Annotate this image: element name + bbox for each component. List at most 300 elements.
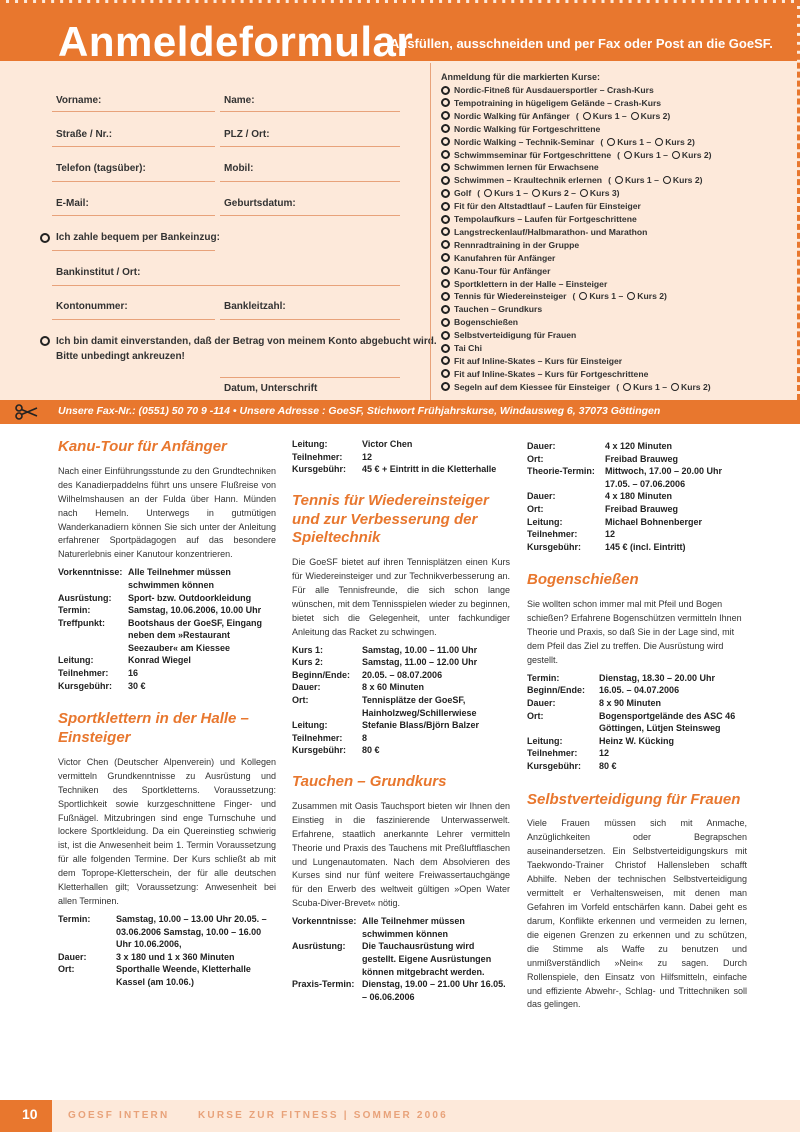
course-radio[interactable]	[441, 369, 450, 378]
telefon-label: Telefon (tagsüber):	[56, 163, 146, 174]
info-label: Dauer:	[527, 441, 556, 451]
course-sub-prefix: (	[616, 381, 620, 392]
info-label: Treffpunkt:	[58, 617, 105, 628]
info-value: 8 x 60 Minuten	[362, 682, 425, 693]
info-row	[527, 440, 747, 453]
info-row	[292, 940, 510, 978]
info-label: Dauer:	[527, 697, 556, 708]
course-sub-radio[interactable]	[615, 176, 623, 184]
course-sub-label: Kurs 1 –	[589, 291, 624, 302]
column-3	[527, 436, 747, 1012]
info-row	[292, 656, 510, 669]
info-value: 80 €	[599, 760, 617, 771]
info-label: Beginn/Ende:	[292, 669, 350, 680]
course-option[interactable]	[441, 124, 600, 134]
course-label: Nordic Walking – Technik-Seminar	[454, 136, 595, 147]
course-option[interactable]	[441, 214, 637, 224]
course-sub-option[interactable]	[655, 137, 695, 147]
info-label: Kursgebühr:	[527, 760, 581, 771]
course-sub-radio[interactable]	[672, 151, 680, 159]
bankleitzahl-field[interactable]	[220, 319, 400, 320]
mobil-field[interactable]	[220, 181, 400, 182]
course-sub-label: Kurs 1 –	[592, 110, 627, 121]
info-label: Teilnehmer:	[292, 451, 343, 462]
course-sub-radio[interactable]	[580, 189, 588, 197]
email-field[interactable]	[52, 215, 215, 216]
info-value: 4 x 180 Minuten	[605, 491, 673, 502]
course-label: Tennis für Wiedereinsteiger	[454, 291, 567, 302]
info-row	[527, 503, 747, 516]
course-label: Schwimmen – Kraultechnik erlernen	[454, 175, 603, 186]
info-row	[527, 684, 747, 697]
course-radio[interactable]	[441, 305, 450, 314]
course-sub-label: Kurs 2)	[672, 175, 703, 186]
info-label: Ort:	[527, 503, 544, 514]
info-row	[292, 644, 510, 657]
info-value: 8 x 90 Minuten	[599, 697, 662, 708]
course-sub-label: Kurs 1 –	[494, 188, 528, 199]
course-label: Golf	[454, 188, 472, 199]
info-row	[292, 915, 510, 940]
course-option[interactable]	[441, 201, 641, 211]
course-option[interactable]	[441, 227, 647, 237]
info-value: Heinz W. Kücking	[599, 735, 675, 746]
info-row	[58, 592, 276, 605]
course-option[interactable]	[441, 150, 712, 160]
unterschrift-field[interactable]	[220, 377, 400, 378]
bankeinzug-line	[52, 250, 215, 251]
kanu-text: Nach einer Einführungsstunde zu den Grundtechniken des Kanadierpaddelns führt uns unsere Flußreise von Wilhelmshausen an der Fulda über Hann. Münden nach Hemeln. Unterwegs in gutmütigen Wanderkanadiern können Sie sich unter der Anleitung erfahrener Sportpädagogen auf das besondere Naturerlebnis einer Kanutour konzentrieren.	[58, 465, 276, 560]
info-row	[527, 735, 747, 748]
info-value: Samstag, 11.00 – 12.00 Uhr	[362, 657, 478, 668]
info-value: 12	[599, 748, 610, 759]
info-row	[58, 680, 276, 693]
kontonummer-field[interactable]	[52, 319, 215, 320]
kontonummer-label: Kontonummer:	[56, 301, 128, 312]
course-radio[interactable]	[441, 279, 450, 288]
info-value: 30 €	[128, 680, 146, 691]
course-radio[interactable]	[441, 124, 450, 133]
course-label: Nordic Walking für Anfänger	[454, 110, 570, 121]
klettern-title: Sportklettern in der Halle – Einsteiger	[58, 710, 249, 746]
bankinstitut-field[interactable]	[52, 285, 400, 286]
course-sub-label: Kurs 1 –	[634, 149, 668, 160]
course-sub-option[interactable]	[672, 150, 712, 160]
info-label: Vorkenntnisse:	[58, 567, 123, 578]
selbst-title: Selbstverteidigung für Frauen	[527, 790, 741, 808]
datum-label: Datum, Unterschrift	[224, 383, 318, 394]
course-sub-prefix: (	[575, 110, 579, 121]
info-value: Sporthalle Weende, Kletterhalle Kassel (am 10.06.)	[116, 964, 251, 988]
course-radio[interactable]	[441, 137, 450, 146]
info-value: 16	[128, 668, 139, 679]
info-value: 12	[362, 451, 373, 462]
course-sub-option[interactable]	[631, 111, 671, 121]
klettern-text: Victor Chen (Deutscher Alpenverein) und Kollegen vermitteln Grundkenntnisse zu Ausrüstung und Techniken des Sportkletterns. Voraussetzung: Sportlichkeit sowie kurzgeschnittene Finger- und Fußnägel. Mitzubringen sind enge Turnschuhe und lockere Sportkleidung. Da ein Quereinstieg schwierig ist, ist die Anwesenheit beim 1. Termin Voraussetzung für alle folgenden Termine. Der Kurs schließt ab mit dem Toprope-Kletterschein, der für alle deutschen Kletterhallen gilt; Voraussetzung: Anwesenheit bei allen Terminen.	[58, 756, 276, 907]
course-label: Tempotraining in hügeligem Gelände – Crash-Kurs	[454, 97, 662, 108]
course-sub-option[interactable]	[624, 150, 668, 160]
info-label: Leitung:	[292, 439, 328, 449]
course-option[interactable]	[441, 162, 599, 172]
course-radio[interactable]	[441, 150, 450, 159]
course-sub-radio[interactable]	[655, 138, 663, 146]
info-value: Dienstag, 19.00 – 21.00 Uhr 16.05. – 06.06.2006	[362, 979, 506, 1002]
tauchen-text: Zusammen mit Oasis Tauchsport bieten wir Ihnen den Einstieg in die faszinierende Unterwasserwelt. Erfahrene, staatlich anerkannte Lehrer vermitteln Theorie und Praxis des Tauchens mit Preßluftflaschen und Lungenautomaten. Nach dem Absolvieren des Kurses sind nur fünf weitere Freiwassertauchgänge für den Erwerb des weltweit gültigen »Open Water Scuba-Diver-Brevet« nötig.	[292, 800, 510, 909]
tauchen-title: Tauchen – Grundkurs	[292, 773, 447, 790]
course-option[interactable]	[441, 369, 648, 379]
info-row	[58, 963, 276, 988]
info-value: Dienstag, 18.30 – 20.00 Uhr	[599, 672, 716, 683]
scissors-icon	[14, 404, 38, 420]
info-label: Theorie-Termin:	[527, 466, 595, 477]
info-label: Dauer:	[58, 951, 87, 962]
course-sub-option[interactable]	[627, 291, 667, 301]
info-row	[58, 654, 276, 667]
course-sub-label: Kurs 1 –	[633, 381, 667, 392]
course-sub-radio[interactable]	[624, 151, 632, 159]
course-radio[interactable]	[441, 227, 450, 236]
info-value: 145 € (incl. Eintritt)	[605, 541, 686, 552]
course-option[interactable]	[441, 188, 620, 198]
course-sub-label: Kurs 2)	[680, 381, 711, 392]
info-label: Kurs 1:	[292, 644, 324, 655]
course-label: Nordic-Fitneß für Ausdauersportler – Crash-Kurs	[454, 85, 654, 95]
course-sub-label: Kurs 2)	[681, 149, 712, 160]
fax-address-text: Unsere Fax-Nr.: (0551) 50 70 9 -114 • Unsere Adresse : GoeSF, Stichwort Frühjahrskurse, Windausweg 6, 37073 Göttingen	[58, 405, 661, 417]
klettern-info-cont	[292, 438, 510, 476]
info-row	[527, 747, 747, 760]
info-label: Kursgebühr:	[58, 680, 112, 691]
course-sub-option[interactable]	[583, 111, 627, 121]
course-label: Rennradtraining in der Gruppe	[454, 239, 580, 250]
course-option[interactable]	[441, 240, 579, 250]
bankinstitut-label: Bankinstitut / Ort:	[56, 267, 141, 278]
info-value: Mittwoch, 17.00 – 20.00 Uhr 17.05. – 07.06.2006	[605, 466, 723, 489]
plz-label: PLZ / Ort:	[224, 129, 270, 140]
form-header	[0, 3, 797, 65]
info-value: Bootshaus der GoeSF, Eingang neben dem »Restaurant Seezauber« am Kiessee	[128, 617, 263, 653]
course-sub-label: Kurs 2)	[665, 136, 695, 147]
bankleitzahl-label: Bankleitzahl:	[224, 301, 286, 312]
info-row	[527, 697, 747, 710]
info-row	[527, 453, 747, 466]
course-sub-radio[interactable]	[484, 189, 492, 197]
course-option[interactable]	[441, 137, 695, 147]
info-row	[58, 617, 276, 655]
course-option[interactable]	[441, 382, 711, 392]
info-value: Samstag, 10.00 – 13.00 Uhr 20.05. – 03.06.2006 Samstag, 10.00 – 16.00 Uhr 10.06.2006,	[116, 914, 267, 950]
course-sub-prefix: (	[617, 149, 620, 160]
vorname-field[interactable]	[52, 111, 215, 112]
course-label: Schwimmseminar für Fortgeschrittene	[454, 149, 612, 160]
course-selection	[430, 63, 795, 403]
klettern-info	[58, 913, 276, 989]
name-label: Name:	[224, 95, 255, 106]
course-sub-label: Kurs 3)	[589, 188, 620, 199]
mobil-label: Mobil:	[224, 163, 254, 174]
info-row	[292, 681, 510, 694]
info-label: Ort:	[527, 453, 544, 464]
info-label: Teilnehmer:	[292, 732, 343, 743]
vorname-label: Vorname:	[56, 95, 102, 106]
course-option[interactable]	[441, 291, 667, 301]
info-label: Ort:	[292, 695, 309, 706]
course-option[interactable]	[441, 253, 555, 263]
course-label: Langstreckenlauf/Halbmarathon- und Marathon	[454, 226, 648, 237]
course-label: Segeln auf dem Kiessee für Einsteiger	[454, 381, 611, 392]
course-radio[interactable]	[441, 176, 450, 185]
info-label: Dauer:	[527, 491, 556, 502]
info-label: Teilnehmer:	[58, 668, 109, 679]
info-value: Samstag, 10.06.2006, 10.00 Uhr	[128, 605, 262, 616]
info-label: Teilnehmer:	[527, 529, 578, 540]
course-radio[interactable]	[441, 292, 450, 301]
footer-publication: GOESF INTERN	[68, 1110, 170, 1121]
page-number: 10	[0, 1100, 52, 1132]
info-label: Kursgebühr:	[527, 541, 581, 552]
course-sub-radio[interactable]	[627, 292, 635, 300]
bankeinzug-radio[interactable]	[40, 233, 50, 243]
telefon-field[interactable]	[52, 181, 215, 182]
info-value: Freibad Brauweg	[605, 453, 679, 464]
info-label: Dauer:	[292, 682, 321, 693]
page-footer	[0, 1100, 800, 1132]
course-label: Nordic Walking für Fortgeschrittene	[454, 123, 601, 134]
fax-strip	[0, 400, 800, 424]
selbst-text: Viele Frauen müssen sich mit Anmache, Anzüglichkeiten oder Begrapschen auseinandersetzen. Ein Selbstverteidigungskurs mit Taekwondo-Trainer Christof Hallensleben schafft Abhilfe. Neben der technischen Selbstverteidigung vermittelt er Verhaltensweisen, mit denen man Gefahren im Vorfeld entschärfen kann. Dabei geht es darum, Konflikte erkennen und vermeiden zu lernen, die eigenen Grenzen zu erkennen und zu schützen, die Stimme als Waffe zu benutzen und unmißverständlich »Nein« zu sagen. Durch Rollenspiele, den Einsatz von Hilfsmitteln, einfache und effiziente Abwehr-, Schlag- und Trittechniken soll das gelingen.	[527, 818, 747, 1010]
info-row	[527, 516, 747, 529]
bankeinzug-option[interactable]	[40, 232, 220, 243]
course-label: Kanu-Tour für Anfänger	[454, 265, 551, 276]
info-row	[58, 604, 276, 617]
info-label: Termin:	[527, 672, 560, 683]
course-sub-option[interactable]	[579, 291, 623, 301]
info-value: Stefanie Blass/Björn Balzer	[362, 720, 480, 731]
course-sub-label: Kurs 2 –	[541, 188, 576, 199]
info-value: Bogensportgelände des ASC 46 Göttingen, Lütjen Steinsweg	[599, 710, 736, 734]
info-label: Ausrüstung:	[58, 592, 112, 603]
course-radio[interactable]	[441, 215, 450, 224]
info-value: 4 x 120 Minuten	[605, 441, 673, 451]
course-radio[interactable]	[441, 86, 450, 95]
course-radio[interactable]	[441, 356, 450, 365]
course-radio[interactable]	[441, 266, 450, 275]
course-radio[interactable]	[441, 202, 450, 211]
geburtsdatum-field[interactable]	[220, 215, 400, 216]
course-option[interactable]	[441, 330, 576, 340]
info-label: Praxis-Termin:	[292, 979, 355, 990]
course-sub-option[interactable]	[615, 175, 659, 185]
course-option[interactable]	[441, 266, 550, 276]
course-label: Tai Chi	[454, 343, 483, 353]
course-radio[interactable]	[441, 344, 450, 353]
strasse-label: Straße / Nr.:	[56, 129, 113, 140]
info-value: Alle Teilnehmer müssen schwimmen können	[128, 567, 231, 590]
info-row	[292, 694, 510, 719]
info-label: Ort:	[58, 964, 75, 975]
course-label: Selbstverteidigung für Frauen	[454, 330, 577, 341]
course-option[interactable]	[441, 304, 542, 314]
info-label: Leitung:	[292, 720, 328, 731]
course-label: Sportklettern in der Halle – Einsteiger	[454, 278, 608, 289]
course-sub-label: Kurs 1 –	[624, 175, 659, 186]
course-sub-prefix: (	[477, 188, 481, 199]
info-value: 80 €	[362, 745, 380, 756]
course-radio[interactable]	[441, 253, 450, 262]
course-radio[interactable]	[441, 163, 450, 172]
course-option[interactable]	[441, 98, 661, 108]
info-label: Leitung:	[58, 655, 94, 666]
bogen-info	[527, 672, 747, 773]
course-option[interactable]	[441, 111, 670, 121]
course-radio[interactable]	[441, 98, 450, 107]
course-option[interactable]	[441, 85, 654, 95]
course-sub-prefix: (	[572, 291, 576, 302]
info-row	[292, 438, 510, 451]
plz-field[interactable]	[220, 146, 400, 147]
column-2	[292, 432, 510, 1003]
course-sub-radio[interactable]	[623, 383, 631, 391]
info-label: Ausrüstung:	[292, 941, 346, 952]
info-value: Tennisplätze der GoeSF, Hainholzweg/Schillerwiese	[362, 695, 477, 718]
info-row	[527, 541, 747, 554]
course-sub-radio[interactable]	[607, 138, 615, 146]
info-value: Alle Teilnehmer müssen schwimmen können	[362, 916, 465, 939]
einverstanden-option[interactable]	[40, 335, 437, 364]
info-row	[292, 463, 510, 476]
course-option[interactable]	[441, 356, 622, 366]
info-value: 45 € + Eintritt in die Kletterhalle	[362, 464, 497, 475]
course-label: Fit für den Altstadtlauf – Laufen für Einsteiger	[454, 201, 641, 212]
info-row	[527, 490, 747, 503]
column-1	[58, 432, 276, 989]
info-value: Freibad Brauweg	[605, 503, 679, 514]
geburtsdatum-label: Geburtsdatum:	[224, 198, 296, 209]
info-label: Teilnehmer:	[527, 748, 578, 759]
course-sub-option[interactable]	[607, 137, 651, 147]
info-row	[58, 951, 276, 964]
course-sub-option[interactable]	[484, 188, 528, 198]
info-value: 16.05. – 04.07.2006	[599, 685, 680, 696]
info-value: 3 x 180 und 1 x 360 Minuten	[116, 951, 235, 962]
course-radio[interactable]	[441, 111, 450, 120]
info-row	[58, 566, 276, 591]
course-sub-label: Kurs 1 –	[617, 136, 652, 147]
tauchen-info	[292, 915, 510, 1003]
info-row	[292, 669, 510, 682]
course-sub-radio[interactable]	[579, 292, 587, 300]
info-label: Ort:	[527, 710, 544, 721]
info-label: Kursgebühr:	[292, 464, 346, 475]
course-radio[interactable]	[441, 331, 450, 340]
info-row	[292, 451, 510, 464]
info-value: Konrad Wiegel	[128, 655, 191, 666]
info-row	[527, 760, 747, 773]
course-radio[interactable]	[441, 318, 450, 327]
course-label: Bogenschießen	[454, 317, 518, 328]
course-sub-label: Kurs 2)	[640, 110, 671, 121]
tennis-title: Tennis für Wiedereinsteiger und zur Verbesserung der Spieltechnik	[292, 491, 489, 547]
einverstanden-radio[interactable]	[40, 336, 50, 346]
info-label: Vorkenntnisse:	[292, 916, 357, 927]
email-label: E-Mail:	[56, 198, 89, 209]
form-title: Anmeldeformular	[58, 18, 414, 65]
course-sub-option[interactable]	[580, 188, 620, 198]
info-row	[527, 710, 747, 735]
bankeinzug-label: Ich zahle bequem per Bankeinzug:	[56, 232, 220, 243]
info-value: 12	[605, 529, 616, 540]
tennis-text: Die GoeSF bietet auf ihren Tennisplätzen einen Kurs für Wiedereinsteiger und zur Technikverbesserung an. Für alle Tennisfreunde, die sich schon lange wünschen, mit dem Tennisspielen wieder zu beginnen, bietet sich die Gelegenheit, unter fachkundiger Anleitung das Racket zu schwingen.	[292, 557, 510, 637]
info-value: Die Tauchausrüstung wird gestellt. Eigene Ausrüstungen können mitgebracht werden.	[362, 941, 492, 977]
course-sub-prefix: (	[608, 175, 611, 186]
course-option[interactable]	[441, 175, 702, 185]
info-row	[292, 744, 510, 757]
form-subtitle: Ausfüllen, ausschneiden und per Fax oder Post an die GoeSF.	[390, 36, 773, 51]
courses-heading: Anmeldung für die markierten Kurse:	[441, 72, 601, 82]
info-label: Termin:	[58, 605, 91, 616]
tauchen-info-cont	[527, 440, 747, 553]
einverstanden-hint: Bitte unbedingt ankreuzen!	[56, 350, 185, 362]
info-label: Termin:	[58, 914, 91, 925]
course-option[interactable]	[441, 343, 482, 353]
course-label: Kanufahren für Anfänger	[454, 252, 556, 263]
info-row	[527, 465, 747, 490]
course-sub-option[interactable]	[532, 188, 576, 198]
course-sub-radio[interactable]	[631, 112, 639, 120]
kanu-title: Kanu-Tour für Anfänger	[58, 438, 227, 455]
course-sub-option[interactable]	[663, 175, 703, 185]
einverstanden-text: Ich bin damit einverstanden, daß der Betrag von meinem Konto abgebucht wird.	[56, 336, 437, 347]
footer-section: KURSE ZUR FITNESS | SOMMER 2006	[198, 1110, 448, 1121]
course-sub-radio[interactable]	[671, 383, 679, 391]
course-sub-radio[interactable]	[583, 112, 591, 120]
kanu-info	[58, 566, 276, 692]
registration-form	[0, 0, 800, 400]
info-label: Beginn/Ende:	[527, 685, 585, 696]
course-radio[interactable]	[441, 382, 450, 391]
info-label: Kurs 2:	[292, 657, 324, 668]
info-row	[58, 667, 276, 680]
info-row	[527, 528, 747, 541]
info-label: Leitung:	[527, 516, 563, 527]
course-option[interactable]	[441, 279, 607, 289]
tennis-info	[292, 644, 510, 757]
course-radio[interactable]	[441, 240, 450, 249]
course-sub-option[interactable]	[623, 382, 667, 392]
info-value: 8	[362, 732, 368, 743]
info-value: 20.05. – 08.07.2006	[362, 669, 443, 680]
course-label: Fit auf Inline-Skates – Kurs für Einsteiger	[454, 355, 623, 366]
info-value: Michael Bohnenberger	[605, 516, 703, 527]
bogen-text: Sie wollten schon immer mal mit Pfeil und Bogen schießen? Erfahrene Bogenschützen vermitteln Ihnen Theorie und Praxis, so daß Sie in der Lage sind, mit dem Pfeil das Ziel zu treffen. Die Ausrüstung wird gestellt.	[527, 599, 742, 665]
name-field[interactable]	[220, 111, 400, 112]
course-label: Tempolaufkurs – Laufen für Fortgeschrittene	[454, 214, 637, 224]
course-radio[interactable]	[441, 189, 450, 198]
info-row	[292, 732, 510, 745]
course-sub-prefix: (	[600, 136, 604, 147]
info-row	[527, 672, 747, 685]
course-sub-radio[interactable]	[663, 176, 671, 184]
info-row	[58, 913, 276, 951]
info-row	[292, 978, 510, 1003]
bogen-title: Bogenschießen	[527, 571, 639, 589]
info-label: Leitung:	[527, 735, 563, 746]
course-sub-option[interactable]	[671, 382, 711, 392]
course-sub-radio[interactable]	[532, 189, 540, 197]
strasse-field[interactable]	[52, 146, 215, 147]
course-label: Tauchen – Grundkurs	[454, 304, 543, 315]
course-option[interactable]	[441, 317, 518, 327]
